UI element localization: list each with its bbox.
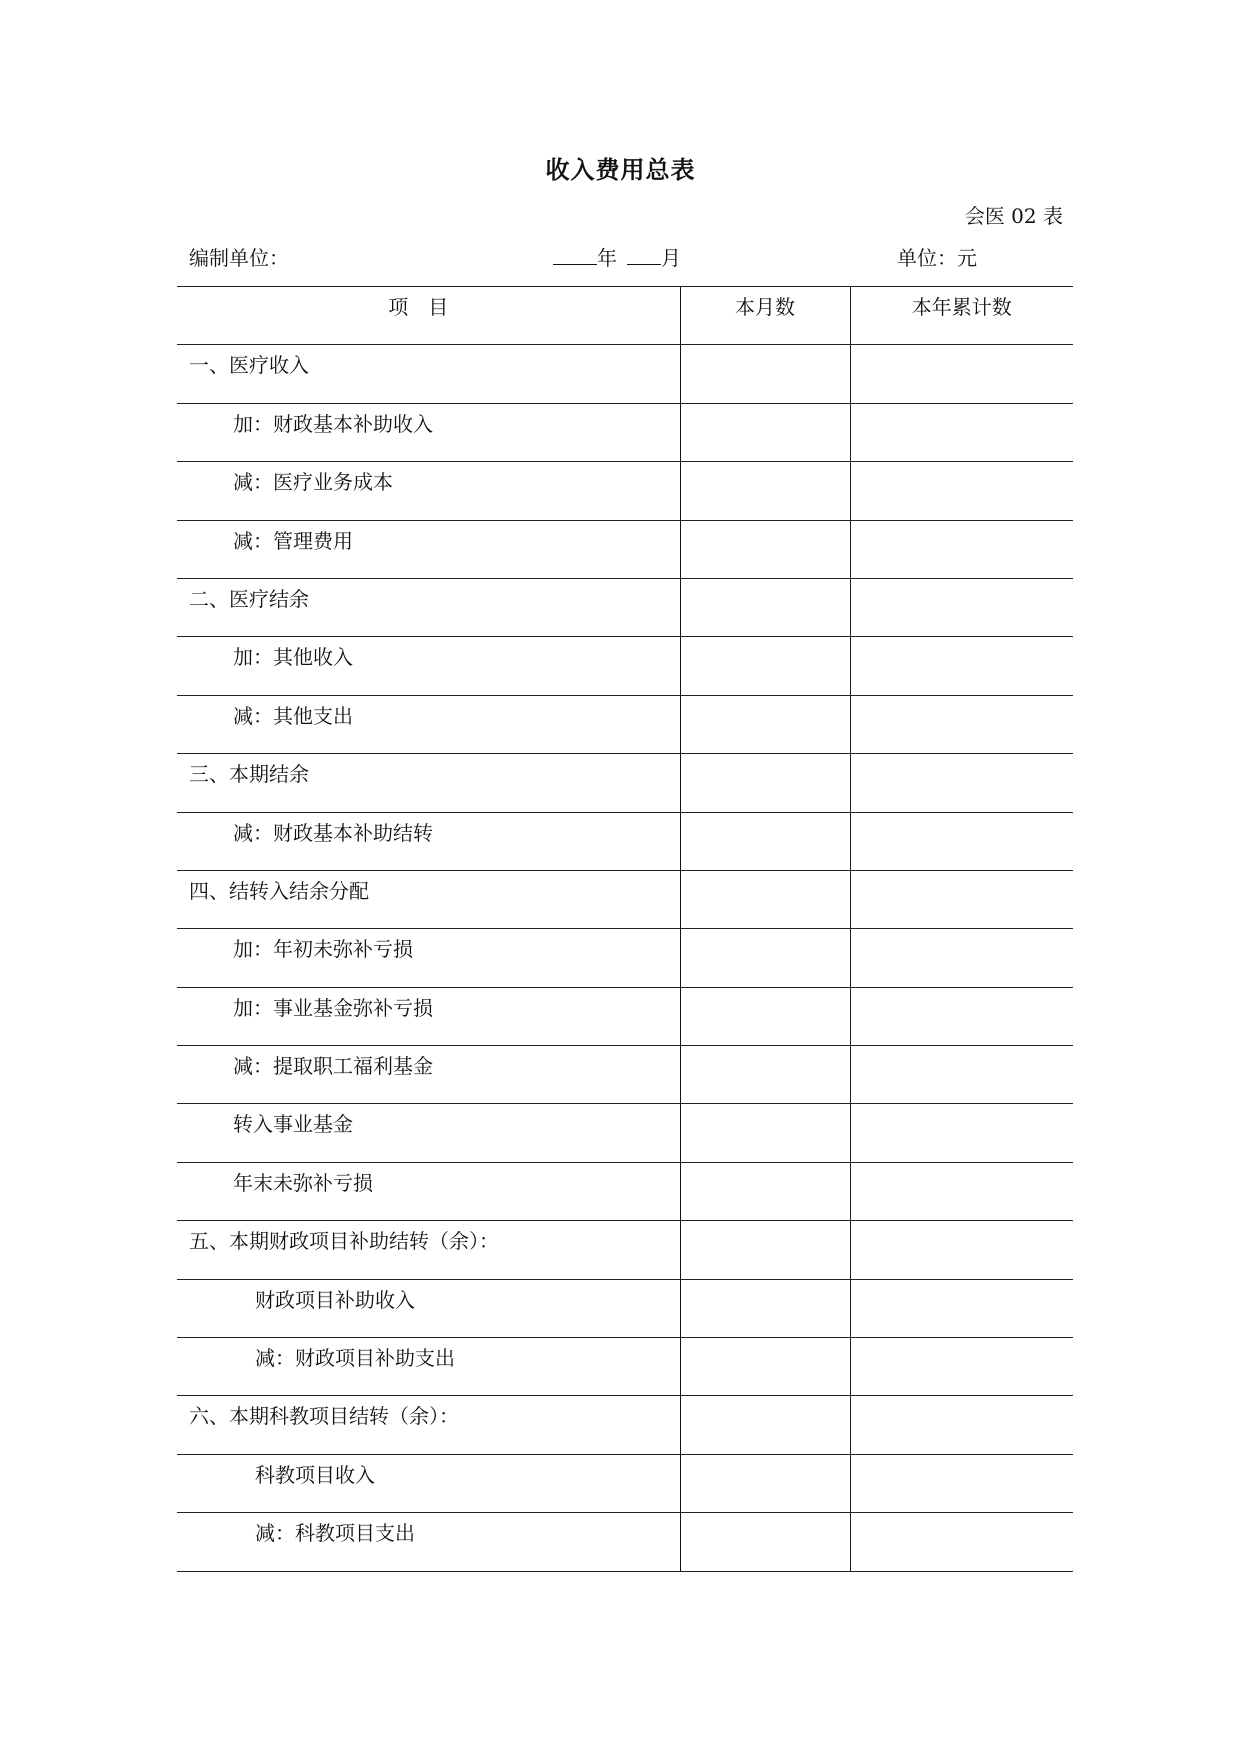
year-to-date-cell[interactable]	[850, 1396, 1073, 1454]
year-to-date-cell[interactable]	[850, 870, 1073, 928]
row-label: 年末未弥补亏损	[177, 1162, 680, 1220]
form-code: 会医 02 表	[964, 204, 1063, 228]
table-row	[177, 1221, 1073, 1279]
year-to-date-cell[interactable]	[850, 1162, 1073, 1220]
row-label: 五、本期财政项目补助结转（余）：	[177, 1221, 680, 1279]
year-label: 年	[597, 246, 617, 270]
income-expense-table	[177, 286, 1073, 1572]
year-to-date-cell[interactable]	[850, 1046, 1073, 1104]
compiler-label: 编制单位：	[189, 246, 289, 270]
header-item: 项目	[177, 287, 680, 345]
report-period	[553, 242, 681, 271]
row-label: 加：年初未弥补亏损	[177, 929, 680, 987]
unit-label: 单位：元	[897, 246, 977, 270]
table-row	[177, 1513, 1073, 1571]
row-label: 科教项目收入	[177, 1454, 680, 1512]
table-row	[177, 754, 1073, 812]
current-month-cell[interactable]	[680, 1104, 850, 1162]
current-month-cell[interactable]	[680, 462, 850, 520]
year-to-date-cell[interactable]	[850, 1513, 1073, 1571]
table-row	[177, 1046, 1073, 1104]
year-to-date-cell[interactable]	[850, 345, 1073, 403]
table-row	[177, 462, 1073, 520]
table-row	[177, 578, 1073, 636]
current-month-cell[interactable]	[680, 754, 850, 812]
table-row	[177, 1279, 1073, 1337]
row-label: 减：医疗业务成本	[177, 462, 680, 520]
year-to-date-cell[interactable]	[850, 578, 1073, 636]
year-to-date-cell[interactable]	[850, 1221, 1073, 1279]
current-month-cell[interactable]	[680, 1396, 850, 1454]
row-label: 加：事业基金弥补亏损	[177, 987, 680, 1045]
header-current-month: 本月数	[680, 287, 850, 345]
current-month-cell[interactable]	[680, 695, 850, 753]
year-to-date-cell[interactable]	[850, 637, 1073, 695]
current-month-cell[interactable]	[680, 870, 850, 928]
row-label: 转入事业基金	[177, 1104, 680, 1162]
table-row	[177, 812, 1073, 870]
row-label: 六、本期科教项目结转（余）：	[177, 1396, 680, 1454]
current-month-cell[interactable]	[680, 578, 850, 636]
current-month-cell[interactable]	[680, 1221, 850, 1279]
row-label: 三、本期结余	[177, 754, 680, 812]
current-month-cell[interactable]	[680, 637, 850, 695]
current-month-cell[interactable]	[680, 403, 850, 461]
row-label: 减：管理费用	[177, 520, 680, 578]
row-label: 一、医疗收入	[177, 345, 680, 403]
table-row	[177, 345, 1073, 403]
table-row	[177, 637, 1073, 695]
month-blank[interactable]	[627, 246, 661, 265]
current-month-cell[interactable]	[680, 1513, 850, 1571]
current-month-cell[interactable]	[680, 812, 850, 870]
header-year-to-date: 本年累计数	[850, 287, 1073, 345]
table-row	[177, 1454, 1073, 1512]
row-label: 财政项目补助收入	[177, 1279, 680, 1337]
year-to-date-cell[interactable]	[850, 754, 1073, 812]
table-row	[177, 929, 1073, 987]
year-to-date-cell[interactable]	[850, 462, 1073, 520]
table-row	[177, 695, 1073, 753]
table-row	[177, 520, 1073, 578]
table-row	[177, 870, 1073, 928]
row-label: 四、结转入结余分配	[177, 870, 680, 928]
row-label: 加：其他收入	[177, 637, 680, 695]
table-header-row	[177, 287, 1073, 345]
row-label: 减：提取职工福利基金	[177, 1046, 680, 1104]
current-month-cell[interactable]	[680, 1338, 850, 1396]
year-to-date-cell[interactable]	[850, 1104, 1073, 1162]
row-label: 减：财政基本补助结转	[177, 812, 680, 870]
row-label: 二、医疗结余	[177, 578, 680, 636]
year-to-date-cell[interactable]	[850, 403, 1073, 461]
current-month-cell[interactable]	[680, 1046, 850, 1104]
year-to-date-cell[interactable]	[850, 1279, 1073, 1337]
current-month-cell[interactable]	[680, 987, 850, 1045]
current-month-cell[interactable]	[680, 1454, 850, 1512]
table-row	[177, 1162, 1073, 1220]
page-title: 收入费用总表	[545, 155, 696, 184]
row-label: 减：财政项目补助支出	[177, 1338, 680, 1396]
current-month-cell[interactable]	[680, 1279, 850, 1337]
table-row	[177, 1104, 1073, 1162]
row-label: 减：其他支出	[177, 695, 680, 753]
current-month-cell[interactable]	[680, 345, 850, 403]
current-month-cell[interactable]	[680, 1162, 850, 1220]
year-to-date-cell[interactable]	[850, 1454, 1073, 1512]
row-label: 加：财政基本补助收入	[177, 403, 680, 461]
row-label: 减：科教项目支出	[177, 1513, 680, 1571]
year-to-date-cell[interactable]	[850, 695, 1073, 753]
year-to-date-cell[interactable]	[850, 929, 1073, 987]
year-to-date-cell[interactable]	[850, 812, 1073, 870]
year-to-date-cell[interactable]	[850, 987, 1073, 1045]
current-month-cell[interactable]	[680, 929, 850, 987]
table-row	[177, 403, 1073, 461]
year-blank[interactable]	[553, 246, 597, 265]
table-row	[177, 987, 1073, 1045]
year-to-date-cell[interactable]	[850, 520, 1073, 578]
table-row	[177, 1396, 1073, 1454]
current-month-cell[interactable]	[680, 520, 850, 578]
year-to-date-cell[interactable]	[850, 1338, 1073, 1396]
month-label: 月	[661, 246, 681, 270]
table-row	[177, 1338, 1073, 1396]
